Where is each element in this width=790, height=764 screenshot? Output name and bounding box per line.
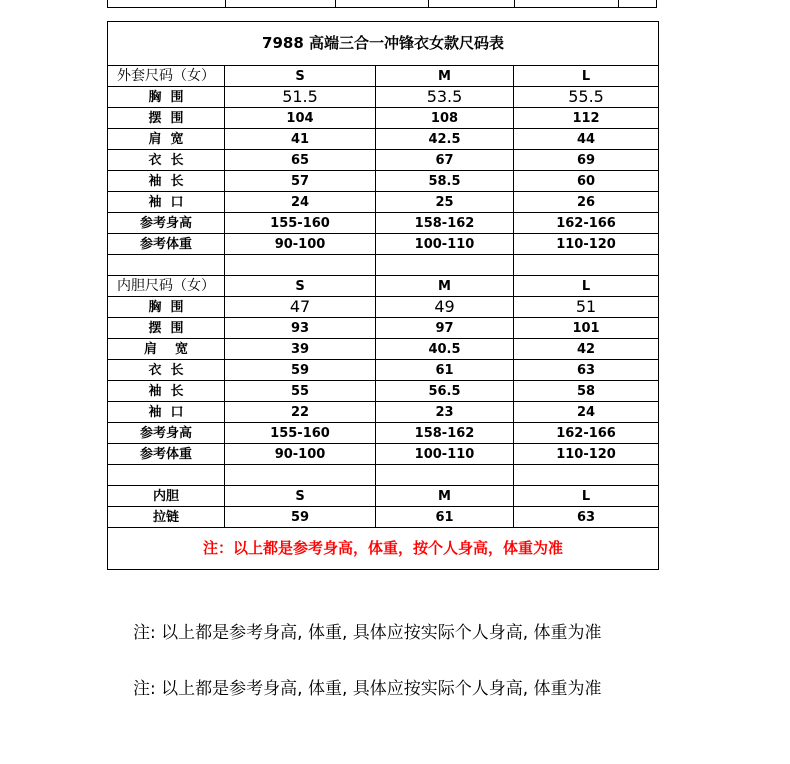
cell-value: 59 bbox=[225, 507, 376, 528]
zipper-section-header: 内胆 bbox=[108, 486, 225, 507]
size-header-s: S bbox=[225, 486, 376, 507]
row-label: 拉链 bbox=[108, 507, 225, 528]
table-note: 注：以上都是参考身高，体重，按个人身高，体重为准 bbox=[108, 528, 659, 570]
cell-value: 42.5 bbox=[376, 129, 514, 150]
table-row bbox=[108, 402, 659, 423]
cell-value: 58 bbox=[514, 381, 659, 402]
cell-value: 158-162 bbox=[376, 213, 514, 234]
cell-value: 101 bbox=[514, 318, 659, 339]
size-header-m: M bbox=[376, 486, 514, 507]
inner-header-row bbox=[108, 276, 659, 297]
footnote-2: 注: 以上都是参考身高, 体重, 具体应按实际个人身高, 体重为准 bbox=[133, 679, 602, 699]
chart-title: 7988 高端三合一冲锋衣女款尺码表 bbox=[108, 22, 659, 66]
table-row bbox=[108, 318, 659, 339]
spacer-row bbox=[108, 465, 659, 486]
cell-value: 90-100 bbox=[225, 234, 376, 255]
row-label: 参考身高 bbox=[108, 213, 225, 234]
cell-value: 100-110 bbox=[376, 444, 514, 465]
table-row bbox=[108, 507, 659, 528]
note-row bbox=[108, 528, 659, 570]
outer-section-header: 外套尺码（女） bbox=[108, 66, 225, 87]
footnote-1: 注: 以上都是参考身高, 体重, 具体应按实际个人身高, 体重为准 bbox=[133, 623, 602, 643]
cell-value: 63 bbox=[514, 360, 659, 381]
table-row bbox=[108, 360, 659, 381]
row-label: 衣 长 bbox=[108, 150, 225, 171]
table-row bbox=[108, 87, 659, 108]
cell-value: 39 bbox=[225, 339, 376, 360]
cell-value: 59 bbox=[225, 360, 376, 381]
previous-table-fragment bbox=[107, 0, 657, 8]
row-label: 袖 口 bbox=[108, 192, 225, 213]
row-label: 胸 围 bbox=[108, 87, 225, 108]
row-label: 肩 宽 bbox=[108, 129, 225, 150]
cell-value: 42 bbox=[514, 339, 659, 360]
row-label: 袖 口 bbox=[108, 402, 225, 423]
cell-value: 51.5 bbox=[225, 87, 376, 108]
cell-value: 108 bbox=[376, 108, 514, 129]
row-label: 衣 长 bbox=[108, 360, 225, 381]
cell-value: 26 bbox=[514, 192, 659, 213]
size-header-l: L bbox=[514, 66, 659, 87]
row-label: 胸 围 bbox=[108, 297, 225, 318]
table-row bbox=[108, 423, 659, 444]
cell-value: 162-166 bbox=[514, 423, 659, 444]
inner-section-header: 内胆尺码（女） bbox=[108, 276, 225, 297]
zipper-header-row bbox=[108, 486, 659, 507]
cell-value: 51 bbox=[514, 297, 659, 318]
row-label: 摆 围 bbox=[108, 108, 225, 129]
table-row bbox=[108, 213, 659, 234]
table-row bbox=[108, 381, 659, 402]
cell-value: 56.5 bbox=[376, 381, 514, 402]
cell-value: 110-120 bbox=[514, 234, 659, 255]
table-row bbox=[108, 234, 659, 255]
cell-value: 44 bbox=[514, 129, 659, 150]
cell-value: 155-160 bbox=[225, 213, 376, 234]
row-label: 参考体重 bbox=[108, 444, 225, 465]
table-row bbox=[108, 444, 659, 465]
size-header-l: L bbox=[514, 276, 659, 297]
cell-value: 162-166 bbox=[514, 213, 659, 234]
cell-value: 41 bbox=[225, 129, 376, 150]
table-row bbox=[108, 339, 659, 360]
cell-value: 47 bbox=[225, 297, 376, 318]
cell-value: 25 bbox=[376, 192, 514, 213]
size-header-m: M bbox=[376, 276, 514, 297]
cell-value: 55 bbox=[225, 381, 376, 402]
cell-value: 67 bbox=[376, 150, 514, 171]
size-header-m: M bbox=[376, 66, 514, 87]
title-row bbox=[108, 22, 659, 66]
cell-value: 61 bbox=[376, 507, 514, 528]
cell-value: 104 bbox=[225, 108, 376, 129]
row-label: 袖 长 bbox=[108, 171, 225, 192]
cell-value: 69 bbox=[514, 150, 659, 171]
size-header-s: S bbox=[225, 276, 376, 297]
row-label: 肩 宽 bbox=[108, 339, 225, 360]
cell-value: 22 bbox=[225, 402, 376, 423]
cell-value: 93 bbox=[225, 318, 376, 339]
table-row bbox=[108, 192, 659, 213]
cell-value: 24 bbox=[225, 192, 376, 213]
cell-value: 40.5 bbox=[376, 339, 514, 360]
cell-value: 97 bbox=[376, 318, 514, 339]
table-row bbox=[108, 171, 659, 192]
cell-value: 53.5 bbox=[376, 87, 514, 108]
table-row bbox=[108, 297, 659, 318]
row-label: 参考体重 bbox=[108, 234, 225, 255]
cell-value: 24 bbox=[514, 402, 659, 423]
cell-value: 60 bbox=[514, 171, 659, 192]
cell-value: 61 bbox=[376, 360, 514, 381]
size-header-s: S bbox=[225, 66, 376, 87]
cell-value: 57 bbox=[225, 171, 376, 192]
cell-value: 155-160 bbox=[225, 423, 376, 444]
cell-value: 58.5 bbox=[376, 171, 514, 192]
row-label: 参考身高 bbox=[108, 423, 225, 444]
size-header-l: L bbox=[514, 486, 659, 507]
table-row bbox=[108, 108, 659, 129]
row-label: 摆 围 bbox=[108, 318, 225, 339]
row-label: 袖 长 bbox=[108, 381, 225, 402]
table-row bbox=[108, 150, 659, 171]
size-chart-table bbox=[107, 21, 659, 570]
outer-header-row bbox=[108, 66, 659, 87]
cell-value: 90-100 bbox=[225, 444, 376, 465]
cell-value: 100-110 bbox=[376, 234, 514, 255]
cell-value: 110-120 bbox=[514, 444, 659, 465]
cell-value: 49 bbox=[376, 297, 514, 318]
cell-value: 63 bbox=[514, 507, 659, 528]
cell-value: 158-162 bbox=[376, 423, 514, 444]
cell-value: 23 bbox=[376, 402, 514, 423]
cell-value: 112 bbox=[514, 108, 659, 129]
cell-value: 65 bbox=[225, 150, 376, 171]
cell-value: 55.5 bbox=[514, 87, 659, 108]
spacer-row bbox=[108, 255, 659, 276]
table-row bbox=[108, 129, 659, 150]
